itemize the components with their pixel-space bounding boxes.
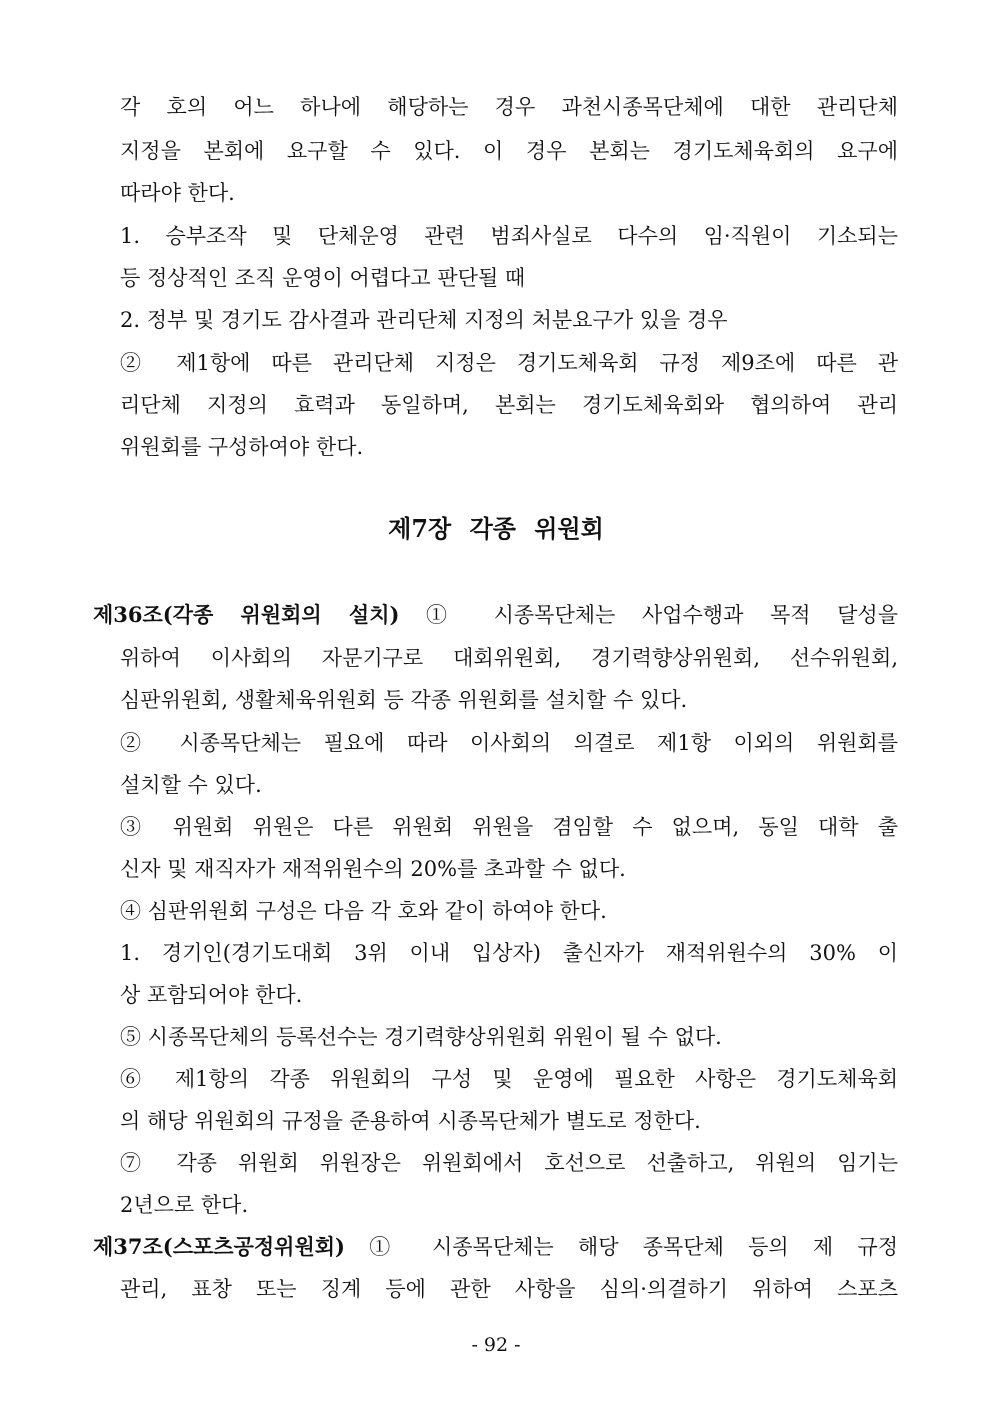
page-number: - 92 - — [471, 1334, 521, 1356]
text-line: 지정을 본회에 요구할 수 있다. 이 경우 본회는 경기도체육회의 요구에 — [120, 139, 898, 163]
chapter-title: 제7장 각종 위원회 — [388, 514, 604, 543]
text-line: ② 시종목단체는 필요에 따라 이사회의 의결로 제1항 이외의 위원회를 — [120, 731, 898, 755]
text-line: 등 정상적인 조직 운영이 어렵다고 판단될 때 — [120, 266, 526, 290]
article-37-heading: 제37조(스포츠공정위원회) — [93, 1234, 345, 1259]
text-line: 위하여 이사회의 자문기구로 대회위원회, 경기력향상위원회, 선수위원회, — [120, 646, 898, 670]
article-37-first-line-text: ① 시종목단체는 해당 종목단체 등의 제 규정 — [344, 1235, 898, 1259]
article-37-first-line — [93, 1232, 898, 1262]
text-line: 2. 정부 및 경기도 감사결과 관리단체 지정의 처분요구가 있을 경우 — [120, 308, 728, 332]
text-line: 1. 경기인(경기도대회 3위 이내 입상자) 출신자가 재적위원수의 30% 이 — [120, 941, 898, 965]
text-line: 따라야 한다. — [120, 181, 235, 205]
text-line: 신자 및 재직자가 재적위원수의 20%를 초과할 수 없다. — [120, 857, 626, 881]
text-line: ⑦ 각종 위원회 위원장은 위원회에서 호선으로 선출하고, 위원의 임기는 — [120, 1151, 898, 1175]
text-line: ③ 위원회 위원은 다른 위원회 위원을 겸임할 수 없으며, 동일 대학 출 — [120, 815, 898, 839]
text-line: 각 호의 어느 하나에 해당하는 경우 과천시종목단체에 대한 관리단체 — [120, 95, 898, 119]
text-line: ⑥ 제1항의 각종 위원회의 구성 및 운영에 필요한 사항은 경기도체육회 — [120, 1067, 898, 1091]
text-line: 관리, 표창 또는 징계 등에 관한 사항을 심의·의결하기 위하여 스포츠 — [120, 1277, 898, 1301]
text-line: ② 제1항에 따른 관리단체 지정은 경기도체육회 규정 제9조에 따른 관 — [120, 351, 898, 375]
text-line: 리단체 지정의 효력과 동일하며, 본회는 경기도체육회와 협의하여 관리 — [120, 393, 898, 417]
article-36-first-line-text: ① 시종목단체는 사업수행과 목적 달성을 — [399, 603, 899, 627]
text-line: ④ 심판위원회 구성은 다음 각 호와 같이 하여야 한다. — [120, 899, 607, 923]
article-36-heading: 제36조(각종 위원회의 설치) — [93, 602, 400, 627]
text-line: 설치할 수 있다. — [120, 773, 262, 797]
text-line: 심판위원회, 생활체육위원회 등 각종 위원회를 설치할 수 있다. — [120, 688, 688, 712]
text-line: 의 해당 위원회의 규정을 준용하여 시종목단체가 별도로 정한다. — [120, 1109, 701, 1133]
text-line: 1. 승부조작 및 단체운영 관련 범죄사실로 다수의 임·직원이 기소되는 — [120, 224, 898, 248]
text-line: ⑤ 시종목단체의 등록선수는 경기력향상위원회 위원이 될 수 없다. — [120, 1025, 722, 1049]
text-line: 상 포함되어야 한다. — [120, 983, 303, 1007]
text-line: 2년으로 한다. — [120, 1193, 249, 1217]
text-line: 위원회를 구성하여야 한다. — [120, 435, 364, 459]
article-36-first-line — [93, 600, 898, 630]
